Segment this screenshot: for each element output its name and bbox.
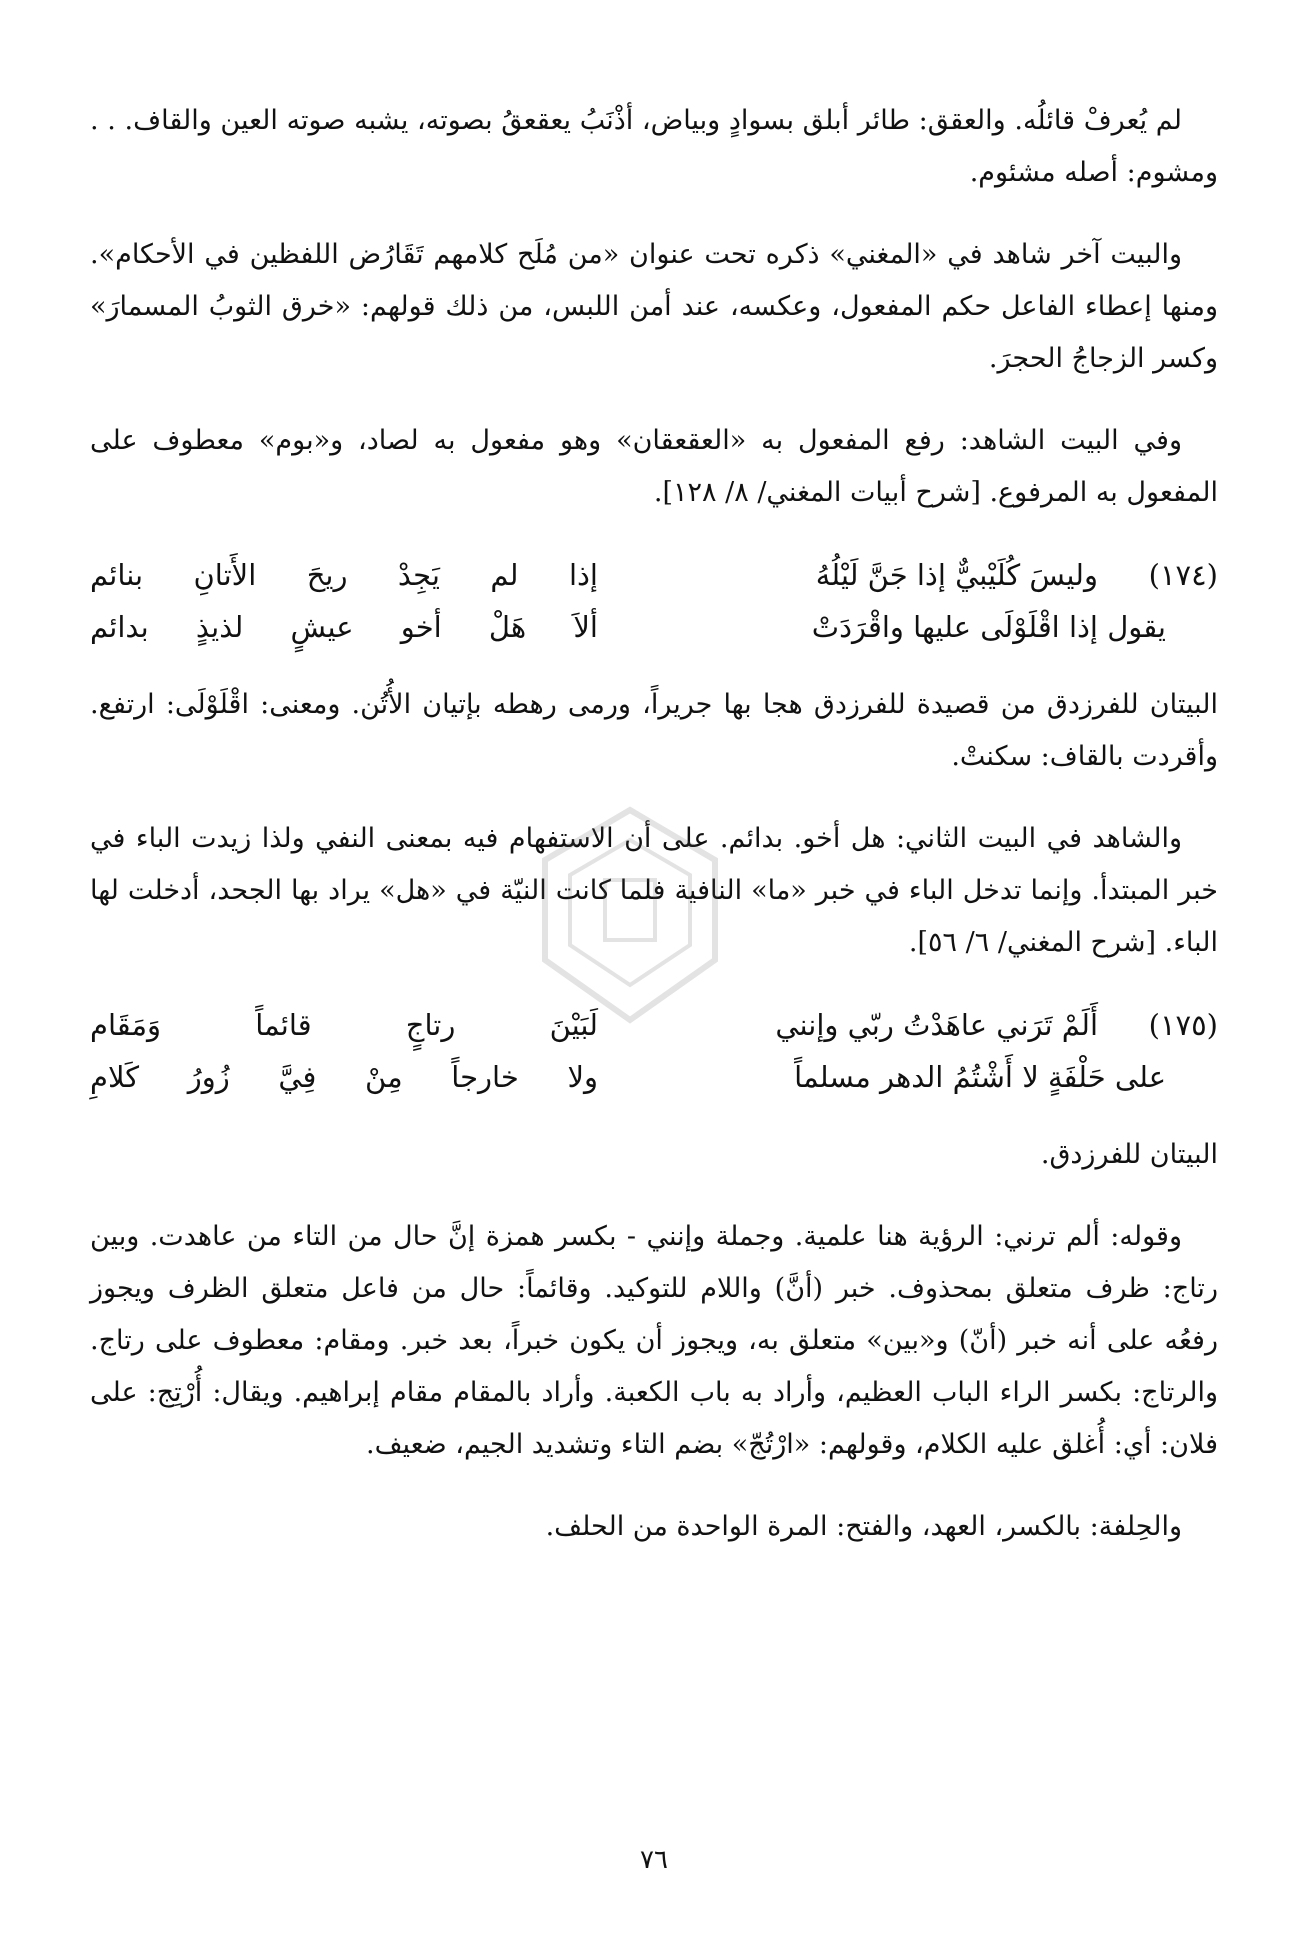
paragraph: وقوله: ألم ترني: الرؤية هنا علمية. وجملة وإنني - بكسر همزة إنَّ حال من التاء من عاهدت. وبين رتاج: ظرف متعلق بمحذوف. خبر (أنَّ) واللام للتوكيد. وقائماً: حال من فاعل متعلق الظرف ويجوز رفعُه على أنه خبر (أنّ) و«بين» متعلق به، ويجوز أن يكون خبراً، بعد خبر. ومقام: معطوف على رتاج. والرتاج: بكسر الراء الباب العظيم، وأراد به باب الكعبة. وأراد بالمقام مقام إبراهيم. ويقال: أُرْتِج: على فلان: أي: أُغلق عليه الكلام، وقولهم: «ارْتُجّ» بضم التاء وتشديد الجيم، ضعيف.	[90, 1221, 1218, 1460]
verse-hemistich: لَبَيْنَ رتاجٍ قائماً وَمَقَام	[90, 1008, 598, 1042]
paragraph: وفي البيت الشاهد: رفع المفعول به «العقعقان» وهو مفعول به لصاد، و«بوم» معطوف على المفعول به المرفوع. [شرح أبيات المغني/ ٨/ ١٢٨].	[90, 425, 1218, 508]
verse-hemistich: إذا لم يَجِدْ ريحَ الأَتانِ بنائم	[90, 558, 598, 592]
verse-hemistich: يقول إذا اقْلَوْلَى عليها واقْرَدَتْ	[811, 610, 1166, 644]
verse-hemistich: على حَلْفَةٍ لا أَشْتُمُ الدهر مسلماً	[794, 1060, 1166, 1094]
verse-174	[90, 549, 1218, 653]
verse-number: (١٧٤)	[1148, 558, 1218, 592]
verse-hemistich: وليسَ كُلَيْبيٌّ إذا جَنَّ لَيْلُهُ	[815, 558, 1098, 592]
verse-hemistich: أَلَمْ تَرَني عاهَدْتُ ربّي وإنني	[775, 1008, 1098, 1042]
page-number: ٧٦	[640, 1845, 668, 1875]
watermark-logo-icon	[530, 800, 730, 1030]
paragraph: البيتان للفرزدق من قصيدة للفرزدق هجا بها جريراً، ورمى رهطه بإتيان الأُتُن. ومعنى: اقْلَوْلَى: ارتفع. وأقردت بالقاف: سكنتْ.	[90, 689, 1218, 772]
paragraph: لم يُعرفْ قائلُه. والعقق: طائر أبلق بسوادٍ وبياض، أذْنَبُ يعقعقُ بصوته، يشبه صوته العين والقاف. . . ومشوم: أصله مشئوم.	[90, 105, 1218, 188]
verse-number: (١٧٥)	[1148, 1008, 1218, 1042]
paragraph: والحِلفة: بالكسر، العهد، والفتح: المرة الواحدة من الحلف.	[545, 1511, 1182, 1542]
paragraph: والبيت آخر شاهد في «المغني» ذكره تحت عنوان «من مُلَح كلامهم تَقَارُض اللفظين في الأحكام». ومنها إعطاء الفاعل حكم المفعول، وعكسه، عند أمن اللبس، من ذلك قولهم: «خرق الثوبُ المسمارَ» وكسر الزجاجُ الحجرَ.	[90, 239, 1218, 374]
verse-hemistich: ألاَ هَلْ أخو عيشٍ لذيذٍ بدائم	[90, 610, 598, 644]
paragraph: والشاهد في البيت الثاني: هل أخو. بدائم. على أن الاستفهام فيه بمعنى النفي ولذا زيدت الباء في خبر المبتدأ. وإنما تدخل الباء في خبر «ما» النافية فلما كانت النيّة في «هل» يراد بها الجحد، أدخلت لها الباء. [شرح المغني/ ٦/ ٥٦].	[90, 823, 1218, 958]
paragraph: البيتان للفرزدق.	[1040, 1139, 1218, 1170]
verse-hemistich: ولا خارجاً مِنْ فِيَّ زُورُ كَلامِ	[90, 1060, 598, 1094]
